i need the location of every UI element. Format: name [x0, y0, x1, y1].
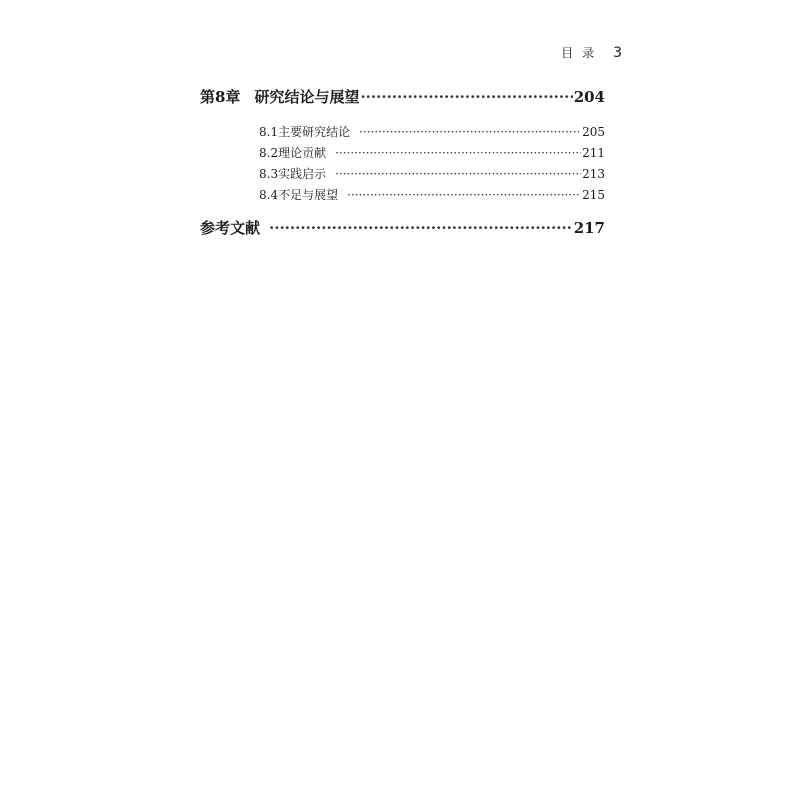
chapter-title: 研究结论与展望	[254, 88, 360, 106]
chapter-page: 204	[573, 88, 605, 106]
dot-leader	[335, 146, 581, 160]
section-title: 理论贡献	[278, 146, 327, 160]
dot-leader	[335, 167, 581, 181]
section-title: 不足与展望	[278, 188, 339, 202]
toc-section-row[interactable]	[200, 186, 605, 207]
toc-references-row[interactable]	[200, 217, 605, 241]
chapter-label: 第8章	[200, 88, 241, 106]
section-title: 实践启示	[278, 167, 327, 181]
toc-section-row[interactable]	[200, 144, 605, 165]
section-page: 205	[582, 125, 605, 139]
section-number: 8.4	[259, 188, 279, 202]
toc-section-row[interactable]	[200, 123, 605, 144]
toc-section-row[interactable]	[200, 165, 605, 186]
table-of-contents	[200, 86, 605, 241]
references-page: 217	[573, 219, 605, 237]
dot-leader	[360, 88, 572, 106]
section-page: 213	[582, 167, 605, 181]
section-number: 8.2	[259, 146, 279, 160]
dot-leader	[359, 125, 581, 139]
toc-chapter-row[interactable]	[200, 86, 605, 110]
section-page: 215	[582, 188, 605, 202]
section-number: 8.3	[259, 167, 279, 181]
section-page: 211	[582, 146, 605, 160]
running-head	[561, 44, 622, 61]
dot-leader	[347, 188, 581, 202]
section-title: 主要研究结论	[278, 125, 351, 139]
page-number: 3	[613, 44, 622, 61]
dot-leader	[269, 219, 573, 237]
toc-sections	[200, 123, 605, 207]
references-title: 参考文献	[200, 219, 261, 237]
section-number: 8.1	[259, 125, 279, 139]
running-head-title: 目录	[561, 46, 604, 60]
